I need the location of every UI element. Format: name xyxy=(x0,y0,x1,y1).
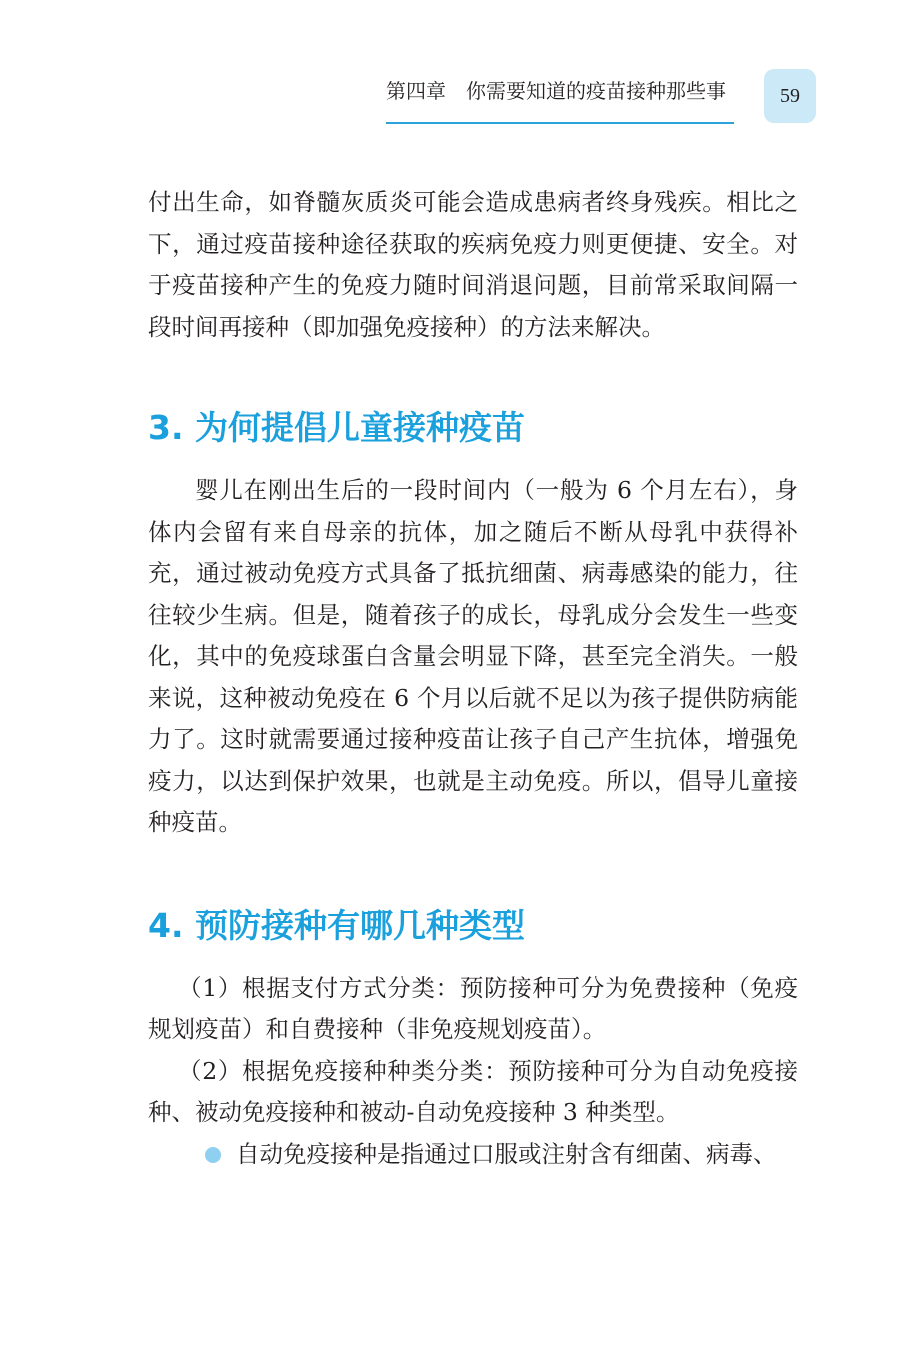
page-number: 59 xyxy=(780,84,800,107)
running-header xyxy=(386,70,734,124)
section-4-item-2: （2）根据免疫接种种类分类：预防接种可分为自动免疫接种、被动免疫接种和被动-自动免疫接种 3 种类型。 xyxy=(148,1056,798,1126)
chapter-title: 第四章 你需要知道的疫苗接种那些事 xyxy=(386,79,726,103)
section-3-paragraph: 婴儿在刚出生后的一段时间内（一般为 6 个月左右），身体内会留有来自母亲的抗体，加之随后不断从母乳中获得补充，通过被动免疫方式具备了抵抗细菌、病毒感染的能力，往往较少生病。但是，随着孩子的成长，母乳成分会发生一些变化，其中的免疫球蛋白含量会明显下降，甚至完全消失。一般来说，这种被动免疫在 6 个月以后就不足以为孩子提供防病能力了。这时就需要通过接种疫苗让孩子自己产生抗体，增强免疫力，以达到保护效果，也就是主动免疫。所以，倡导儿童接种疫苗。 xyxy=(148,476,798,836)
page-body xyxy=(148,182,798,1175)
page-number-badge xyxy=(764,69,816,123)
bullet-dot-icon xyxy=(205,1147,221,1163)
bullet-item-text: 自动免疫接种是指通过口服或注射含有细菌、病毒、 xyxy=(236,1139,777,1168)
section-4-item-1: （1）根据支付方式分类：预防接种可分为免费接种（免疫规划疫苗）和自费接种（非免疫规划疫苗）。 xyxy=(148,973,798,1043)
bullet-item xyxy=(0,1134,798,1176)
section-4-heading: 4. 预防接种有哪几种类型 xyxy=(148,905,525,945)
section-3-heading: 3. 为何提倡儿童接种疫苗 xyxy=(148,408,525,447)
intro-paragraph: 付出生命，如脊髓灰质炎可能会造成患病者终身残疾。相比之下，通过疫苗接种途径获取的疾病免疫力则更便捷、安全。对于疫苗接种产生的免疫力随时间消退问题，目前常采取间隔一段时间再接种（即加强免疫接种）的方法来解决。 xyxy=(148,188,798,341)
